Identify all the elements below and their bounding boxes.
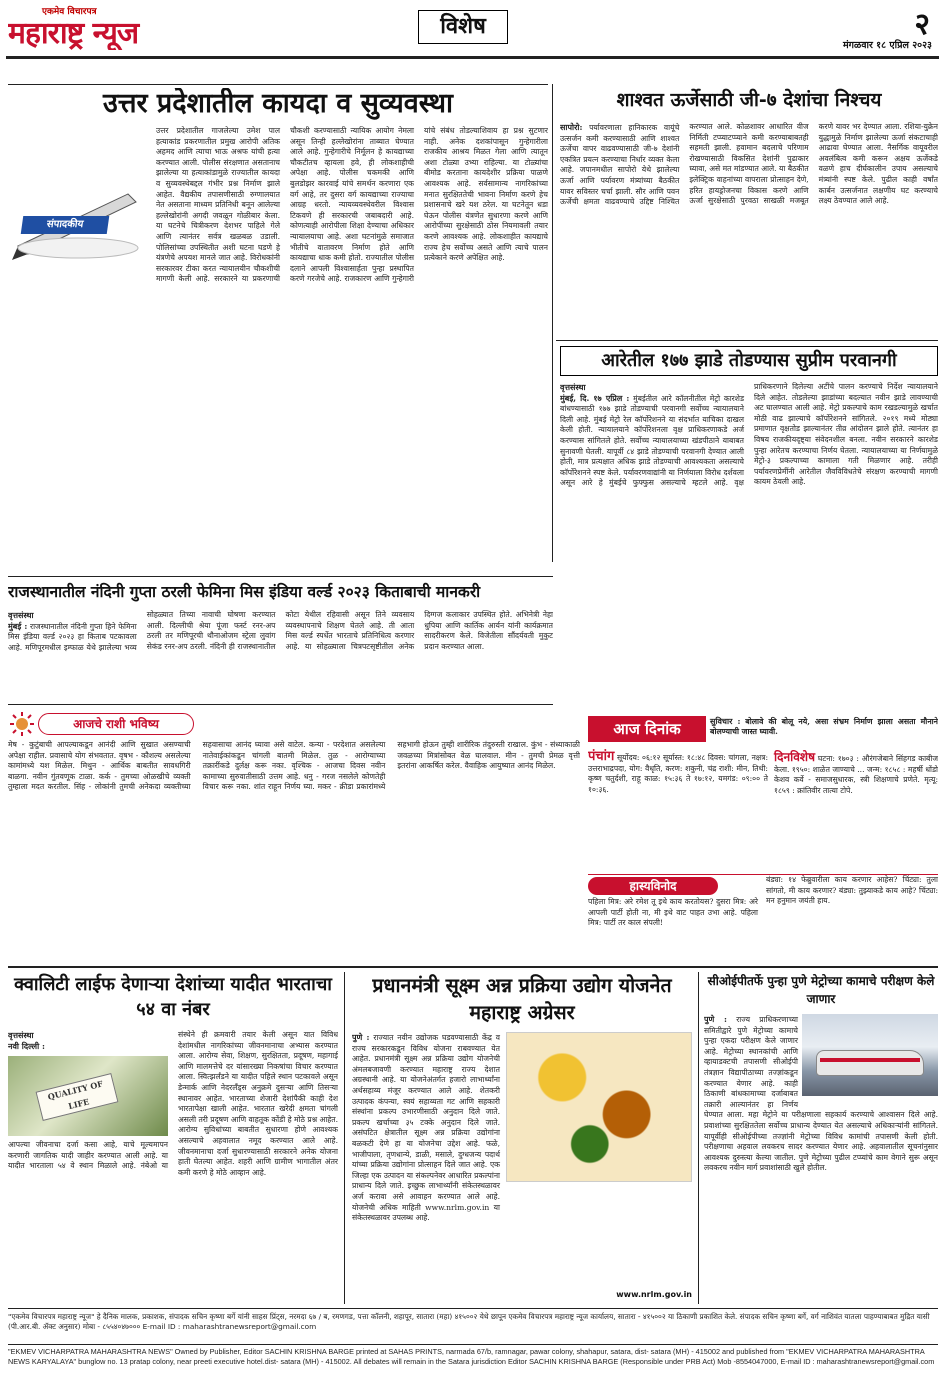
metro-headline-box — [704, 972, 938, 1012]
quality-text: आपल्या जीवनाचा दर्जा कसा आहे, याचे मूल्यमापन करणारी जागतिक यादी जाहीर करण्यात आली आहे. या यादीत भारताला ५४ वे स्थान मिळाले आहे. नंबेओ या संस्थेने ही क्रमवारी तयार केली असून यात विविध देशांमधील नागरिकांच्या जीवनमानाचा अभ्यास करण्यात आला. आरोग्य सेवा, शिक्षण, सुरक्षितता, प्रदूषण, महागाई आणि मालमत्तेचे दर यांसारख्या निकषांचा विचार करण्यात आला. स्वित्झर्लंडने या यादीत पहिले स्थान पटकावले असून डेन्मार्क आणि नेदरलँड्स अनुक्रमे दुसऱ्या आणि तिसऱ्या स्थानावर आहेत. भारताच्या शेजारी देशांपैकी काही देश भारतापेक्षा खाली आहेत. भारतात खरेदी क्षमता चांगली असली तरी प्रदूषण आणि वाहतूक कोंडी हे मोठे प्रश्न आहेत. आरोग्य सुविधांच्या बाबतीत सुधारणा होणे आवश्यक असल्याचे अहवालात नमूद करण्यात आले आहे. जीवनमानाचा दर्जा सुधारण्यासाठी सरकारने अनेक योजना हाती घेतल्या आहेत. शहरी आणि ग्रामीण भागातील अंतर कमी करणे हे मोठे आव्हान आहे. — [8, 1030, 338, 1177]
aaj-dinank-heading: आज दिनांक — [588, 716, 706, 742]
g7-headline: शाश्वत ऊर्जेसाठी जी-७ देशांचा निश्चय — [616, 89, 882, 111]
metro-photo-float — [798, 1014, 938, 1100]
dinvishesh-label: दिनविशेष — [774, 750, 816, 764]
aaj-dinank-box — [588, 716, 938, 888]
miss-india-byline: वृत्तसंस्था — [8, 610, 34, 620]
miss-india-bottom-rule — [8, 704, 553, 705]
quality-photo-label: QUALITY OF LIFE — [36, 1073, 119, 1121]
metro-headline: सीओईपीतर्फे पुन्हा पुणे मेट्रोच्या कामाचे परीक्षण केले जाणार — [707, 974, 935, 1006]
rashi-heading-box — [10, 712, 200, 736]
pmfme-headline-box — [352, 972, 692, 1028]
miss-india-top-rule — [8, 576, 553, 577]
footer-marathi: "एकमेव विचारपत्र महाराष्ट्र न्यूज" हे दैनिक मालक, प्रकाशक, संपादक सचिन कृष्णा बर्गे यांनी साहस प्रिंट्स, नरमदा ६७ / ब, रमणगड, पत्ता कॉलनी, शहापूर, सातारा (महा) ४१५००२ येथे छापून एकमेव विचारपत्र महाराष्ट्र न्यूज कार्यालय, सातारा - ४१५००२ या ठिकाणी प्रकाशित केले. संपादक सचिन कृष्णा बर्गे, वर्ग नाशिवंत यातला पाहण्याबाबत मुद्रित यासी (पी.आर.बी. ॲक्ट अनुसार) मोबा - ८५५४०४७००० E-mail ID : maharashtranewsreport@gmail.com — [8, 1312, 930, 1331]
panchang-text: सूर्योदय: ०६:१२ सूर्यास्त: १८:४८ दिवस: चांगला, नक्षत्र: उत्तराभाद्रपदा, योग: वैधृति, करण: शकुनी, चंद्र राशी: मीन, तिथी: कृष्ण चतुर्दशी, राहू काळ: १५:३६ ते १७:१२, यमगंड: ०९:०० ते १०:३६. — [588, 753, 768, 794]
quality-byline: वृत्तसंस्था — [8, 1030, 34, 1040]
column-divider — [552, 84, 553, 562]
pmfme-body — [352, 1032, 692, 1302]
rashi-text: मेष - कुटुंबाची आपल्याकडून आनंदी आणि सुखात असण्याची अपेक्षा राहील. प्रवासाचे योग संभवतात. वृषभ - कौशल्य असलेल्या कामांमध्ये यश मिळेल. मिथुन - आर्थिक बाबतीत सावधगिरी बाळगा. नवीन गुंतवणूक टाळा. कर्क - तुमच्या ओळखीचे व्यक्ती तुम्हाला मदत करतील. सिंह - लोकांनी तुमची अनेकदा व्यक्तीच्या सहवासाचा आनंद घ्यावा असे वाटेल. कन्या - परदेशात असलेल्या नातेवाईकांकडून चांगली बातमी मिळेल. तुळ - आरोग्याच्या तक्रारींकडे दुर्लक्ष करू नका. वृश्चिक - आजचा दिवस नवीन कामाच्या सुरुवातीसाठी उत्तम आहे. धनु - गरज नसलेले कोणतेही विचार करू नका. शांत राहून निर्णय घ्या. मकर - क्रीडा प्रकारांमध्ये सहभागी होऊन तुम्ही शारीरिक तंदुरुस्ती राखाल. कुंभ - संध्याकाळी जवळच्या मित्रांसोबत वेळ घालवाल. मीन - तुमची प्रेमळ वृत्ती इतरांना आकर्षित करेल. वैवाहिक आयुष्यात आनंद मिळेल. — [8, 740, 580, 792]
pmfme-text-continued — [506, 1188, 692, 1288]
editorial-badge-wrapper — [8, 186, 148, 264]
panchang-label: पंचांग — [588, 749, 615, 764]
aarey-byline: वृत्तसंस्था — [560, 382, 586, 392]
masthead-tagline: एकमेव विचारपत्र — [42, 7, 97, 17]
miss-india-headline: राजस्थानातील नंदिनी गुप्ता ठरली फेमिना मिस इंडिया वर्ल्ड २०२३ किताबाची मानकरी — [8, 583, 481, 601]
pmfme-photo — [506, 1032, 692, 1182]
g7-headline-box — [560, 86, 938, 116]
editorial-headline: उत्तर प्रदेशातील कायदा व सुव्यवस्था — [103, 88, 453, 119]
rashi-body — [8, 740, 580, 966]
editorial-text: उत्तर प्रदेशातील गाजलेल्या उमेश पाल हत्याकांड प्रकरणातील प्रमुख आरोपी अतिक अहमद आणि त्याचा भाऊ अश्रफ यांची हत्या करण्यात आली. पोलीस संरक्षणात असतानाच झालेल्या या हत्याकांडामुळे राज्यातील कायदा व सुव्यवस्थेबद्दल गंभीर प्रश्न निर्माण झाले आहेत. वैद्यकीय तपासणीसाठी रुग्णालयात नेत असताना माध्यम प्रतिनिधी बनून आलेल्या हल्लेखोरांनी अगदी जवळून गोळीबार केला. या घटनेचे चित्रीकरण देशभर पाहिले गेले आणि त्यानंतर सर्वत्र खळबळ उडाली. पोलिसांच्या उपस्थितीत अशी घटना घडणे हे यंत्रणेचे अपयश मानले जात आहे. विरोधकांनी सरकारवर टीका करत न्यायालयीन चौकशीची मागणी केली आहे. सरकारने या प्रकरणाची चौकशी करण्यासाठी न्यायिक आयोग नेमला असून तिन्ही हल्लेखोरांना ताब्यात घेण्यात आले आहे. गुन्हेगारीचे निर्मूलन हे कायद्याच्या चौकटीतच व्हायला हवे, ही लोकशाहीची अपेक्षा आहे. पोलीस चकमकी आणि बुलडोझर कारवाई यांचे समर्थन करणारा एक वर्ग आहे, तर दुसरा वर्ग कायद्याच्या राज्याचा आग्रह धरतो. न्यायव्यवस्थेवरील विश्वास टिकवणे ही सरकारची जबाबदारी आहे. कोणत्याही आरोपीला शिक्षा देण्याचा अधिकार न्यायालयाचा आहे. अशा घटनांमुळे समाजात भीतीचे वातावरण निर्माण होते आणि कायद्याचा धाक कमी होतो. राज्यातील पोलीस दलाने आपली विश्वासार्हता पुन्हा प्रस्थापित करणे गरजेचे आहे. राजकारण आणि गुन्हेगारी यांचे संबंध तोडल्याशिवाय हा प्रश्न सुटणार नाही. अनेक दशकांपासून गुन्हेगारीला राजकीय आश्रय मिळत गेला आणि त्यातून अशा टोळ्या उभ्या राहिल्या. या टोळ्यांचा बीमोड करताना कायदेशीर प्रक्रिया पाळणे आवश्यक आहे. सर्वसामान्य नागरिकांच्या मनात सुरक्षिततेची भावना निर्माण करणे हेच प्रशासनाचे खरे यश ठरेल. या घटनेतून धडा घेऊन पोलीस यंत्रणेत सुधारणा करणे आणि आरोपींच्या सुरक्षेसाठी ठोस नियमावली तयार करणे आवश्यक आहे. लोकशाहीत कायद्याचे राज्य हेच सर्वोच्च असते आणि त्याचे पालन प्रत्येकाने करणे अपेक्षित आहे. — [156, 126, 548, 284]
pmfme-text: राज्यात नवीन उद्योजक घडवण्यासाठी केंद्र व राज्य सरकारकडून विविध योजना राबवण्यात येत आहेत. प्रधानमंत्री सूक्ष्म अन्न प्रक्रिया उद्योग योजनेची अंमलबजावणी करण्यात महाराष्ट्र राज्य देशात अग्रस्थानी आहे. या योजनेअंतर्गत हजारो लाभार्थ्यांना अर्थसहाय्य मंजूर करण्यात आले आहे. शेतकरी उत्पादक कंपन्या, स्वयं सहाय्यता गट आणि सहकारी संस्थांना प्रकल्प उभारणीसाठी अनुदान दिले जाते. प्रकल्प खर्चाच्या ३५ टक्के अनुदान दिले जाते. असंघटित क्षेत्रातील सूक्ष्म अन्न प्रक्रिया उद्योगांना बळकटी देणे हा या योजनेचा उद्देश आहे. फळे, भाजीपाला, तृणधान्ये, डाळी, मसाले, दुग्धजन्य पदार्थ यांच्या प्रक्रिया उद्योगांना प्रोत्साहन दिले जात आहे. एक जिल्हा एक उत्पादन या संकल्पनेवर आधारित प्रकल्पांना प्राधान्य दिले जाते. इच्छुक लाभार्थ्यांनी संकेतस्थळावर अर्ज करावा असे आवाहन करण्यात आले आहे. योजनेची अधिक माहिती www.nrlm.gov.in या संकेतस्थळावर उपलब्ध आहे. — [352, 1033, 501, 1223]
pmfme-headline: प्रधानमंत्री सूक्ष्म अन्न प्रक्रिया उद्योग योजनेत महाराष्ट्र अग्रेसर — [372, 974, 672, 1024]
aarey-text: मुंबईतील आरे कॉलनीतील मेट्रो कारशेड बांधण्यासाठी १७७ झाडे तोडण्याची परवानगी सर्वोच्च न्यायालयाने दिली आहे. मुंबई मेट्रो रेल कॉर्पोरेशनने या संदर्भात याचिका दाखल केली होती. न्यायालयाने कॉर्पोरेशनला वृक्ष प्राधिकरणाकडे अर्ज करण्यास सांगितले होते. सर्वोच्च न्यायालयाच्या खंडपीठाने याबाबत सुनावणी घेतली. यापूर्वी ८४ झाडे तोडण्याची परवानगी देण्यात आली होती, मात्र प्रत्यक्षात अधिक झाडे तोडण्याची आवश्यकता असल्याचे कॉर्पोरेशनने स्पष्ट केले. पर्यावरणवाद्यांनी या निर्णयाला विरोध दर्शवला असून आरे हे मुंबईचे फुफ्फुस असल्याचे म्हटले आहे. वृक्ष प्राधिकरणाने दिलेल्या अटींचे पालन करण्याचे निर्देश न्यायालयाने दिले आहेत. तोडलेल्या झाडांच्या बदल्यात नवीन झाडे लावण्याची अट घालण्यात आली आहे. मेट्रो प्रकल्पाचे काम रखडल्यामुळे खर्चात मोठी वाढ झाल्याचे कॉर्पोरेशनने सांगितले. २०१९ मध्ये मोठ्या प्रमाणात वृक्षतोड झाल्यानंतर तीव्र आंदोलन झाले होते. त्यानंतर हा विषय राजकीयदृष्ट्या संवेदनशील बनला. नवीन सरकारने कारशेड पुन्हा आरेतच करण्याचा निर्णय घेतला. न्यायालयाच्या या निर्णयामुळे मेट्रो-३ प्रकल्पाच्या कामाला गती मिळणार आहे. तरीही पर्यावरणप्रेमींनी आरेतील जैवविविधतेचे संरक्षण करण्याची मागणी कायम ठेवली आहे. — [560, 382, 938, 488]
footer-mid-rule — [8, 1344, 938, 1345]
editorial-body — [8, 126, 548, 570]
hasya-joke-1: पहिला मित्र: अरे रमेश तू इथे काय करतोयस? दुसरा मित्र: अरे आपली पार्टी होती ना, मी इथे वाट पाहत उभा आहे. पहिला मित्र: पार्टी तर काल संपली! — [588, 897, 758, 928]
pmfme-website: www.nrlm.gov.in — [616, 1290, 692, 1299]
miss-india-dateline: मुंबई : — [8, 620, 28, 631]
miss-india-headline-box — [8, 580, 553, 606]
miss-india-text: राजस्थानातील नंदिनी गुप्ता हिने फेमिना मिस इंडिया वर्ल्ड २०२३ हा किताब पटकावला आहे. मणिपूरमधील इम्फाळ येथे झालेल्या भव्य सोहळ्यात तिच्या नावाची घोषणा करण्यात आली. दिल्लीची श्रेया पूंजा फर्स्ट रनर-अप ठरली तर मणिपूरची थौनाओजम स्ट्रेला लुवांग सेकंड रनर-अप ठरली. नंदिनी ही राजस्थानातील कोटा येथील रहिवासी असून तिने व्यवसाय व्यवस्थापनाचे शिक्षण घेतले आहे. ती आता मिस वर्ल्ड स्पर्धेत भारताचे प्रतिनिधित्व करणार आहे. या सोहळ्याला चित्रपटसृष्टीतील अनेक दिग्गज कलाकार उपस्थित होते. अभिनेत्री नेहा धुपिया आणि कार्तिक आर्यन यांनी कार्यक्रमात सादरीकरण केले. विजेतीला सौंदर्यवती मुकुट प्रदान करण्यात आला. — [8, 610, 553, 652]
column-divider-2 — [344, 972, 345, 1304]
aarey-headline: आरेतील १७७ झाडे तोडण्यास सुप्रीम परवानगी — [601, 350, 897, 371]
sun-icon — [10, 712, 34, 736]
suvichar-text: बोलावे की बोलू नये, असा संभ्रम निर्माण झाला असता मौनाने बोलण्याची जास्त घ्यावी. — [710, 717, 938, 736]
issue-date: मंगळवार १८ एप्रिल २०२३ — [842, 40, 932, 51]
masthead-brand — [8, 4, 238, 50]
editorial-top-rule — [8, 84, 548, 85]
masthead-divider — [6, 56, 939, 59]
g7-bottom-rule — [556, 340, 938, 341]
aarey-dateline: मुंबई, दि. १७ एप्रिल : — [560, 392, 630, 403]
miss-india-body — [8, 610, 553, 700]
footer-top-rule — [8, 1308, 938, 1309]
g7-body — [560, 122, 938, 332]
quality-body — [8, 1030, 338, 1302]
suvichar-label: सुविचार : — [710, 716, 741, 726]
column-divider-3 — [698, 972, 699, 1304]
page-number: २ — [914, 7, 930, 38]
rashi-heading: आजचे राशी भविष्य — [38, 713, 194, 735]
aarey-body — [560, 382, 938, 712]
quality-photo — [8, 1056, 168, 1136]
hasya-box — [588, 874, 938, 964]
metro-text: राज्य प्राधिकरणाच्या समितीद्वारे पुणे मेट्रोच्या कामाचे पुन्हा एकदा परीक्षण केले जाणार आहे. मेट्रोच्या स्थानकांची आणि व्हायाडक्टची तपासणी सीओईपी तंत्रज्ञान विद्यापीठाच्या तज्ज्ञांकडून करण्यात येणार आहे. काही ठिकाणी बांधकामाच्या दर्जाबाबत तक्रारी आल्यानंतर हा निर्णय घेण्यात आला. महा मेट्रोने या परीक्षणाला सहकार्य करण्याचे आश्वासन दिले आहे. प्रवाशांच्या सुरक्षिततेला सर्वोच्च प्राधान्य देण्यात येत असल्याचे अधिकाऱ्यांनी सांगितले. यापूर्वीही सीओईपीच्या तज्ज्ञांनी मेट्रोच्या विविध कामांची तपासणी केली होती. परीक्षणाचा अहवाल लवकरच सादर करण्यात येणार आहे. अहवालातील सूचनांनुसार आवश्यक दुरुस्त्या केल्या जातील. पुणे मेट्रोच्या पुढील टप्प्यांचे काम वेगाने सुरू असून लवकरच नवीन मार्ग प्रवाशांसाठी खुले होतील. — [704, 1015, 938, 1173]
quality-dateline: नवी दिल्ली : — [8, 1040, 45, 1051]
aarey-headline-box — [560, 346, 938, 376]
editorial-headline-box — [8, 88, 548, 120]
quality-headline: क्वालिटी लाईफ देणाऱ्या देशांच्या यादीत भारताचा ५४ वा नंबर — [14, 974, 332, 1020]
metro-dateline: पुणे : — [704, 1014, 727, 1024]
editorial-badge: संपादकीय — [21, 216, 110, 234]
metro-body — [704, 1014, 938, 1302]
hasya-joke-2: बंड्या: १४ फेब्रुवारीला काय करणार आहेस? चिंट्या: तुला सांगतो, मी काय करणार? बंड्या: तुझ्याकडे काय आहे? चिंट्या: मन हनुमान जयंती हाय. — [766, 875, 938, 906]
g7-dateline: सापोरो: — [560, 122, 583, 132]
pmfme-dateline: पुणे : — [352, 1032, 370, 1042]
g7-text: पर्यावरणाला हानिकारक वायूंचे उत्सर्जन कमी करण्यासाठी आणि शाश्वत ऊर्जेचा वापर वाढवण्यासाठी जी-७ देशांनी एकत्रित प्रयत्न करण्याचा निर्धार व्यक्त केला आहे. जपानमधील सापोरो येथे झालेल्या ऊर्जा आणि पर्यावरण मंत्र्यांच्या बैठकीत यावर सविस्तर चर्चा झाली. सौर आणि पवन ऊर्जेची क्षमता वाढवण्याचे उद्दिष्ट निश्चित करण्यात आले. कोळशावर आधारित वीज निर्मिती टप्प्याटप्प्याने कमी करण्याबाबतही सहमती झाली. हवामान बदलाचे परिणाम रोखण्यासाठी विकसित देशांनी पुढाकार घ्यावा, असे मत मांडण्यात आले. या बैठकीत इलेक्ट्रिक वाहनांच्या वापराला प्रोत्साहन देणे, हरित हायड्रोजनचा विकास करणे आणि ऊर्जा सुरक्षेसाठी पुरवठा साखळी मजबूत करणे यावर भर देण्यात आला. रशिया-युक्रेन युद्धामुळे निर्माण झालेल्या ऊर्जा संकटाचाही आढावा घेण्यात आला. नैसर्गिक वायूवरील अवलंबित्व कमी करून अक्षय ऊर्जेकडे वळणे हाच दीर्घकालीन उपाय असल्याचे मंत्र्यांनी स्पष्ट केले. पुढील काही वर्षांत कार्बन उत्सर्जनात लक्षणीय घट करण्याचे लक्ष्य ठेवण्यात आले आहे. — [560, 122, 938, 207]
section-label: विशेष — [418, 10, 508, 44]
dinvishesh-text: घटना: १७०३ : औरंगजेबाने सिंहगड काबीज केला. १९५०: शाळेत जाण्याचे ... जन्म: १८५८ : महर्षी धोंडो केशव कर्वे - समाजसुधारक, स्त्री शिक्षणाचे प्रणेते. मृत्यू: १८५९ : क्रांतिवीर तात्या टोपे. — [774, 754, 938, 795]
lower-section-rule — [8, 966, 938, 968]
quality-headline-box — [8, 972, 338, 1024]
footer-english: "EKMEV VICHARPATRA MAHARASHTRA NEWS" Owned by Publisher, Editor SACHIN KRISHNA BARGE printed at SAHAS PRINTS, narmada 67/b, ramnagar, pawar colony, shahapur, satara, dist- satara (MH) - 415002 and published from "EKMEV VICHARPATRA MAHARASHTRA NEWS KARYALAYA" bunglow no. 13 pratap colony, near preeti executive hotel.dist- satara (MH) - 415002. All debates will remain in the Satara jurisdiction Editor SACHIN KRISHNA BARGE (Responsible under PRB Act) Mob -8554047000, E-mail ID : maharashtranewsreport@gmail.com — [8, 1347, 935, 1366]
hasya-heading: हास्यविनोद — [588, 877, 718, 895]
masthead-title: महाराष्ट्र न्यूज — [8, 16, 139, 50]
